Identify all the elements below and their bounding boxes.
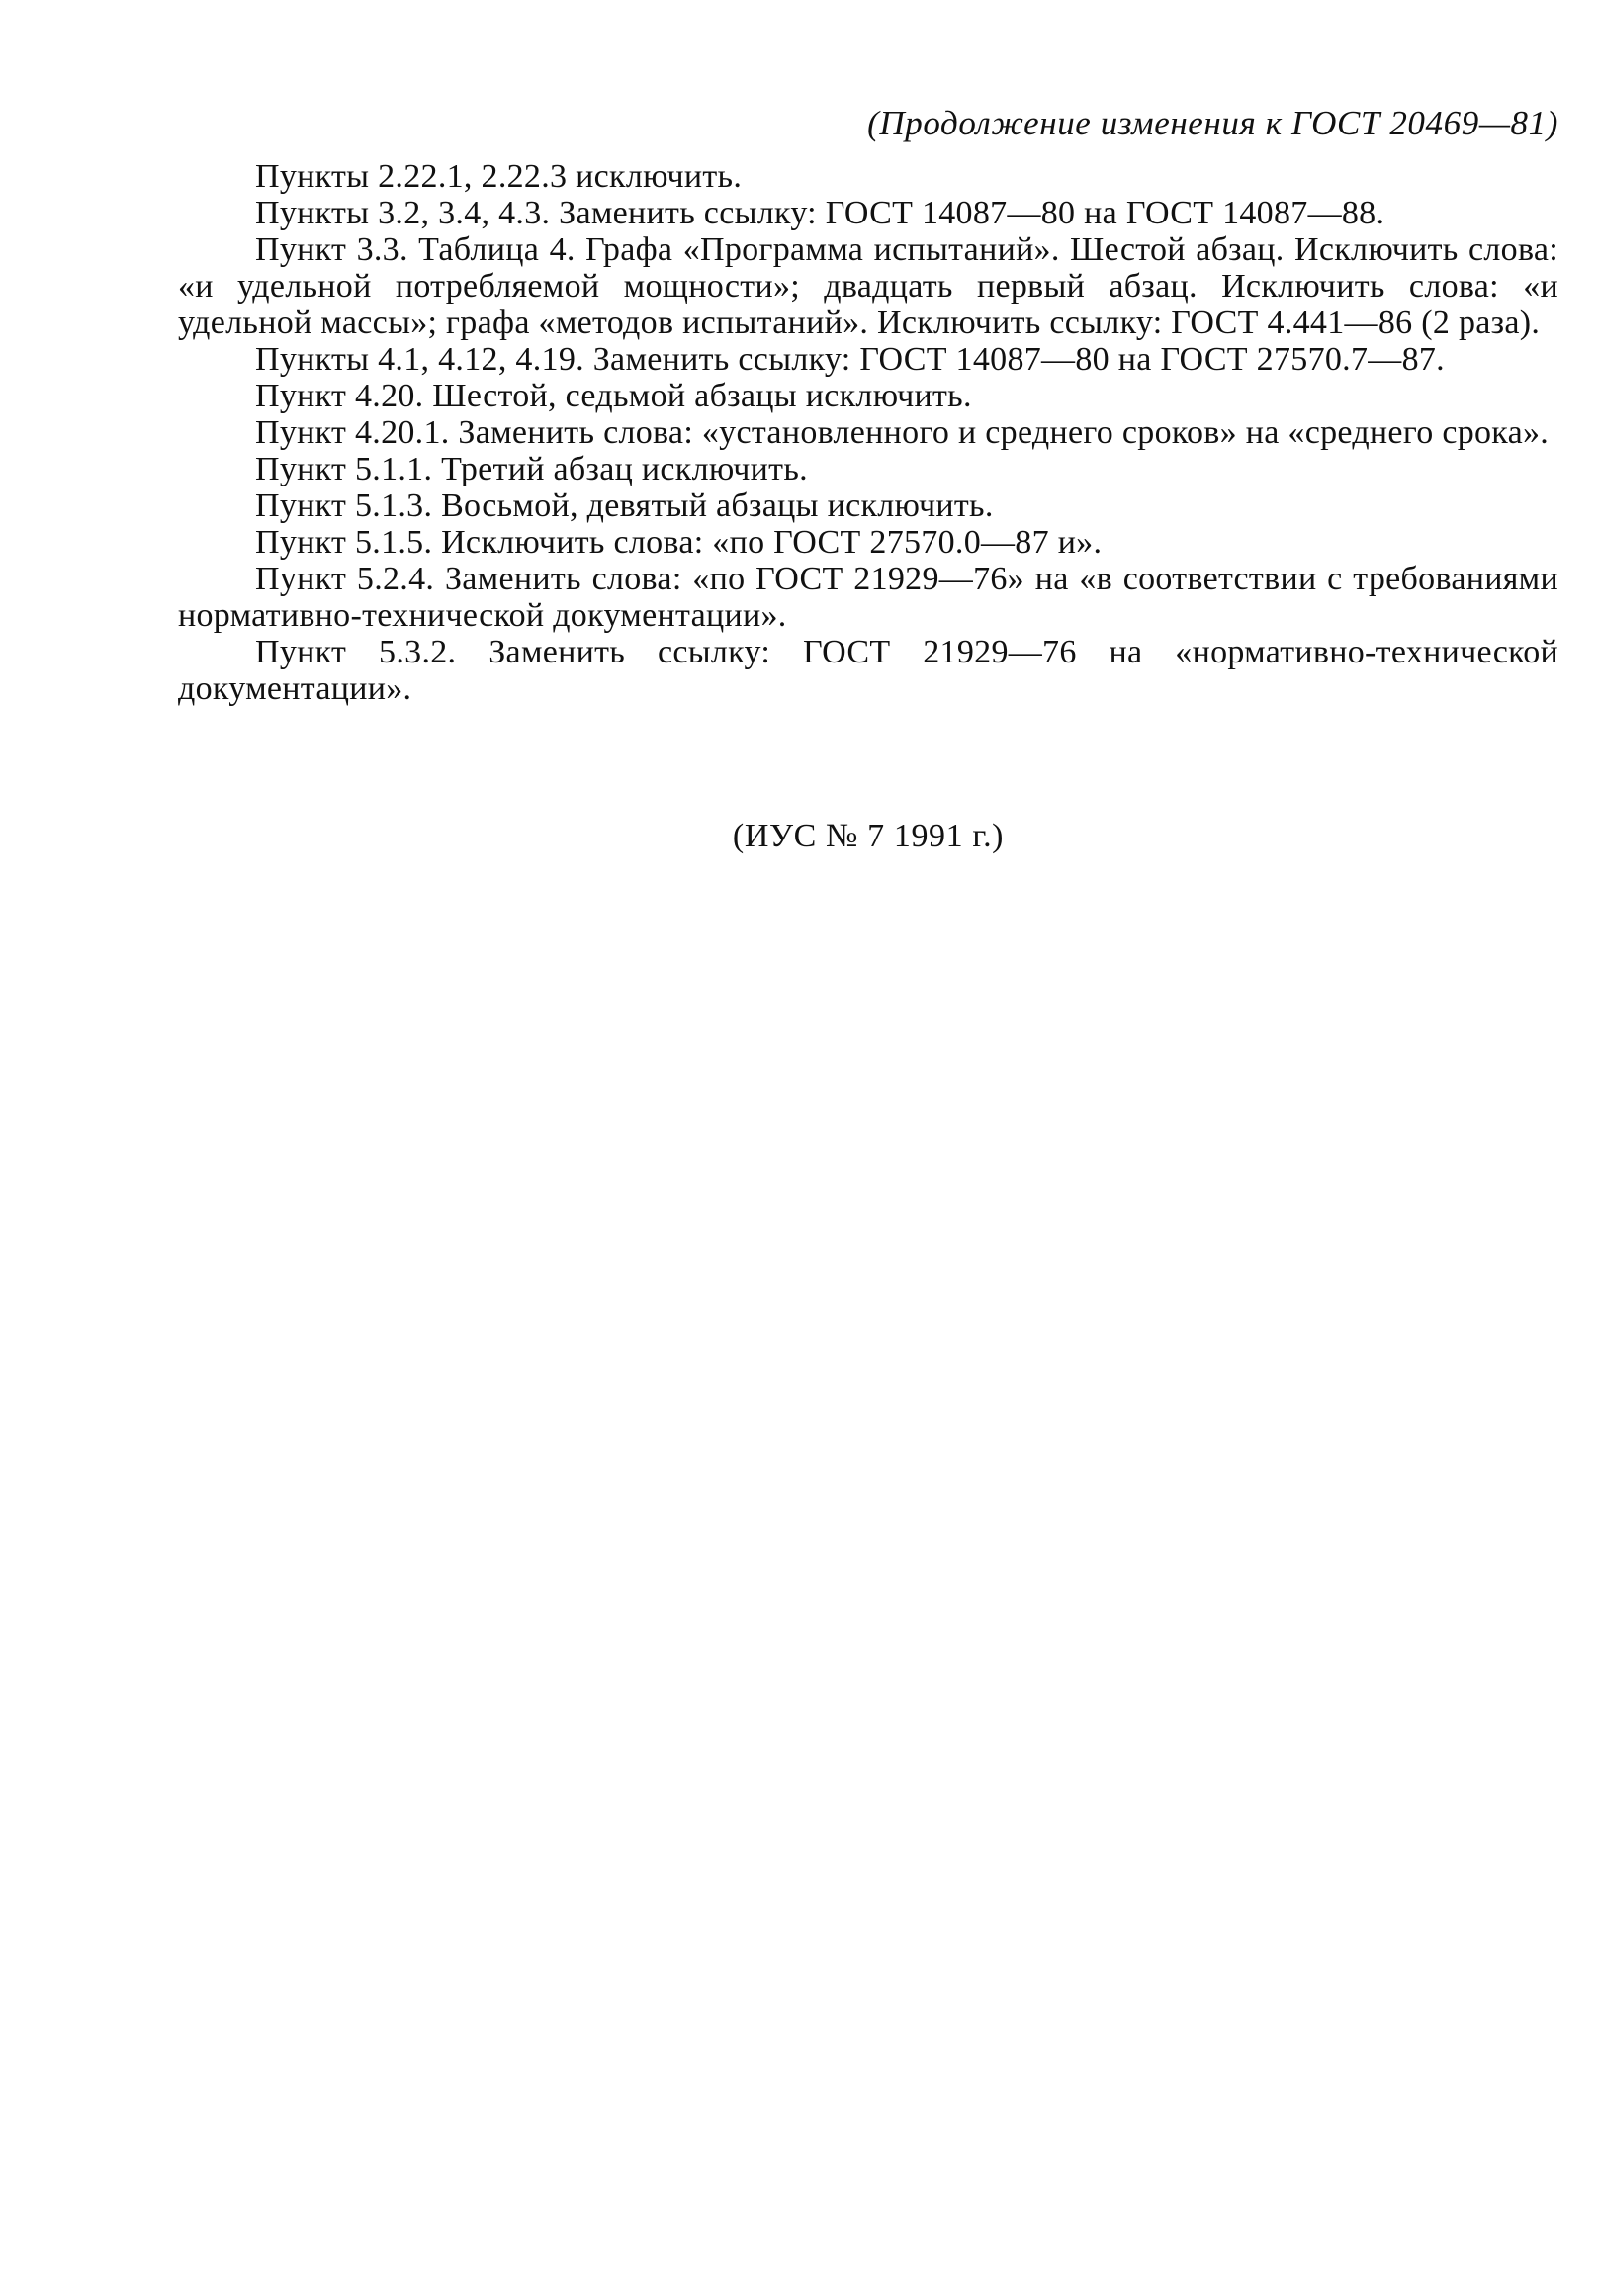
amendment-paragraph: Пункты 3.2, 3.4, 4.3. Заменить ссылку: ГОСТ 14087—80 на ГОСТ 14087—88. [255, 195, 1385, 231]
amendment-body [178, 158, 1558, 707]
amendment-paragraph: Пункт 5.2.4. Заменить слова: «по ГОСТ 21929—76» на «в соответствии с требованиями нормативно-технической документации». [178, 561, 1558, 634]
source-citation: (ИУС № 7 1991 г.) [732, 818, 1005, 854]
continuation-header: (Продолжение изменения к ГОСТ 20469—81) [867, 104, 1558, 142]
amendment-paragraph: Пункт 5.3.2. Заменить ссылку: ГОСТ 21929—76 на «нормативно-технической документации». [178, 634, 1558, 707]
amendment-paragraph: Пункт 4.20.1. Заменить слова: «установленного и среднего сроков» на «среднего срока». [255, 414, 1550, 451]
amendment-paragraph: Пункты 2.22.1, 2.22.3 исключить. [255, 158, 743, 195]
amendment-paragraph: Пункт 5.1.5. Исключить слова: «по ГОСТ 27570.0—87 и». [255, 524, 1103, 561]
amendment-paragraph: Пункт 3.3. Таблица 4. Графа «Программа испытаний». Шестой абзац. Исключить слова: «и удельной потребляемой мощности»; двадцать первый абзац. Исключить слова: «и удельной массы»; графа «методов испытаний». Исключить ссылку: ГОСТ 4.441—86 (2 раза). [178, 231, 1558, 341]
amendment-paragraph: Пункт 4.20. Шестой, седьмой абзацы исключить. [255, 378, 972, 414]
amendment-paragraph: Пункты 4.1, 4.12, 4.19. Заменить ссылку: ГОСТ 14087—80 на ГОСТ 27570.7—87. [255, 341, 1445, 378]
amendment-paragraph: Пункт 5.1.1. Третий абзац исключить. [255, 451, 808, 487]
amendment-paragraph: Пункт 5.1.3. Восьмой, девятый абзацы исключить. [255, 487, 994, 524]
